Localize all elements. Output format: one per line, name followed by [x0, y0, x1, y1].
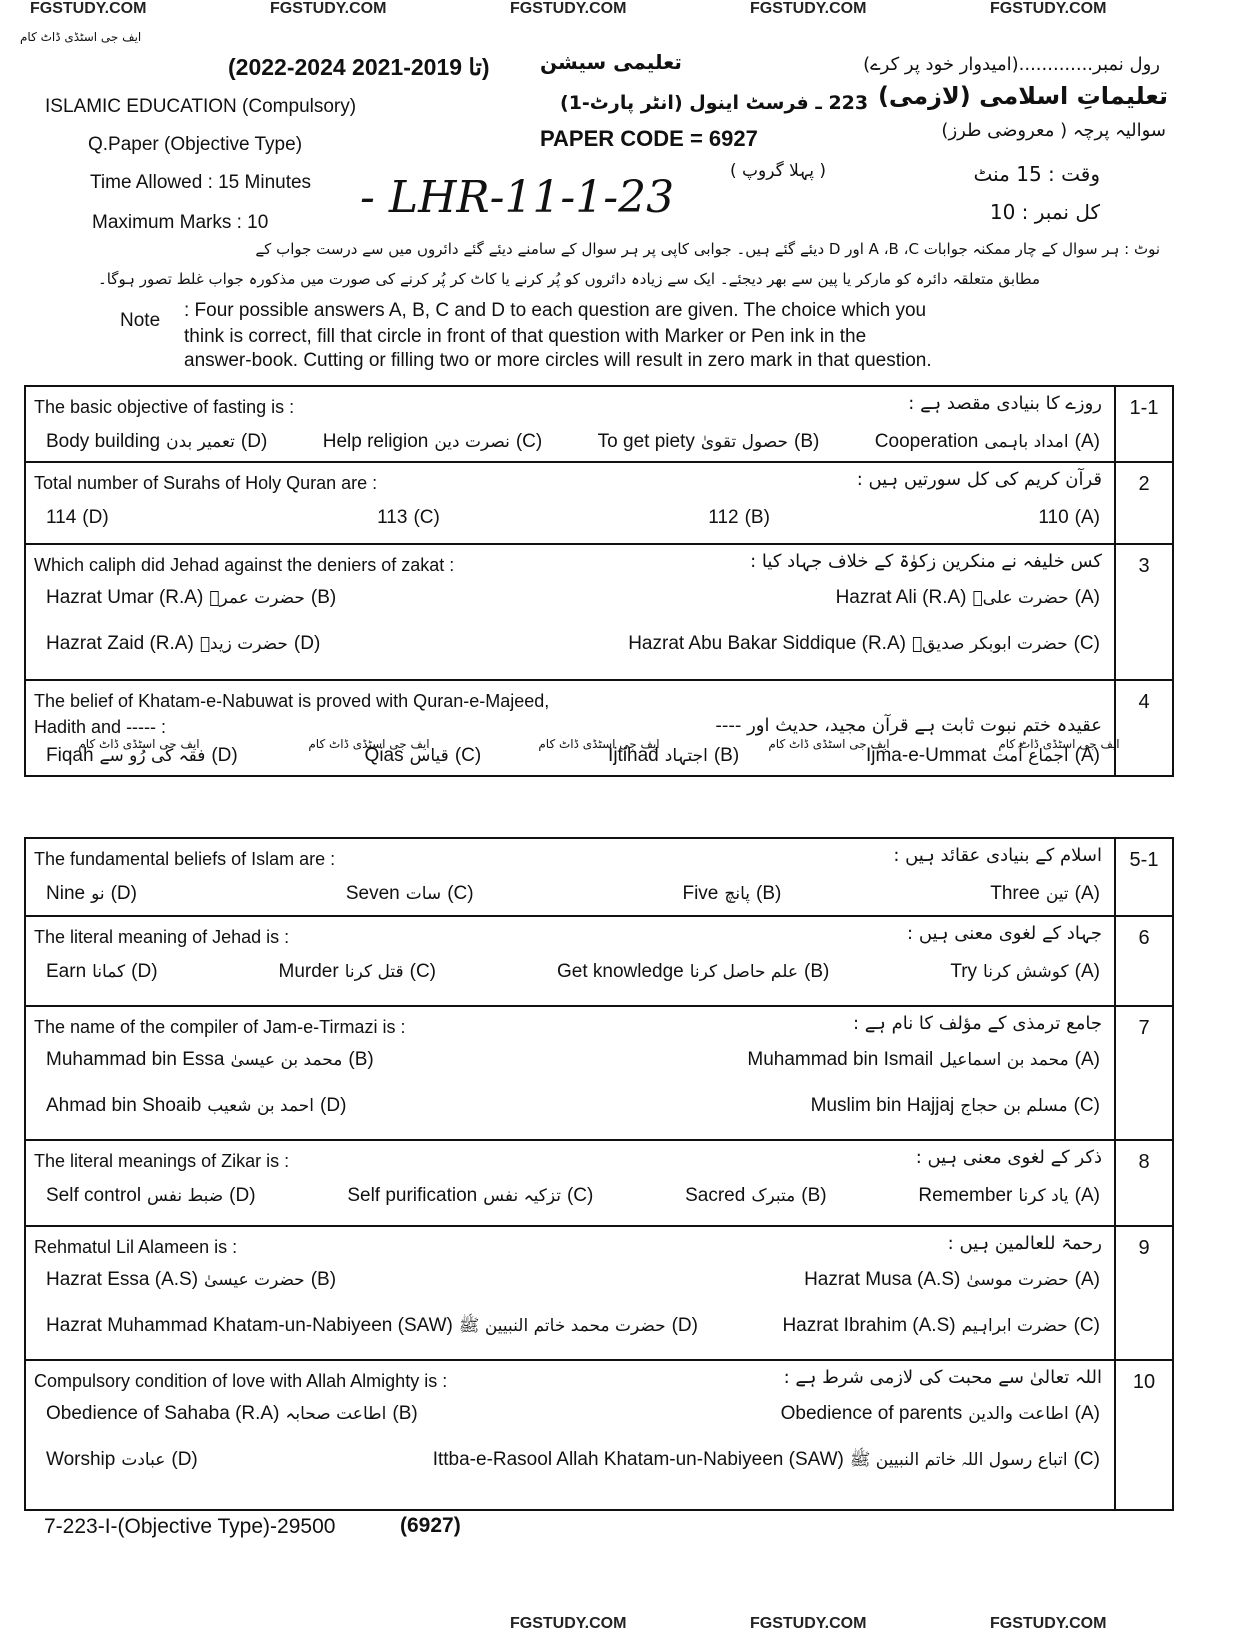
- option-english: Fiqah: [46, 745, 94, 766]
- option-c[interactable]: [628, 633, 1100, 655]
- option-urdu: حضرت علیؓ: [972, 588, 1069, 608]
- option-c[interactable]: [279, 961, 437, 983]
- option-urdu: علم حاصل کرنا: [689, 962, 799, 982]
- question-text-urdu: قرآن کریم کی کل سورتیں ہیں :: [856, 469, 1102, 490]
- options-line: [46, 1095, 1100, 1117]
- option-c[interactable]: [433, 1449, 1100, 1474]
- subject-english: ISLAMIC EDUCATION (Compulsory): [45, 96, 357, 117]
- question-text-english: The basic objective of fasting is :: [34, 397, 295, 417]
- question-text-urdu: جامع ترمذی کے مؤلف کا نام ہے :: [852, 1013, 1102, 1034]
- option-b[interactable]: [46, 1403, 418, 1425]
- options-line: [46, 1403, 1100, 1425]
- option-english: Cooperation: [874, 431, 979, 452]
- question-text-urdu: عقیدہ ختم نبوت ثابت ہے قرآن مجید، حدیث اور ----: [715, 715, 1102, 736]
- option-b[interactable]: [685, 1185, 827, 1207]
- option-urdu: سات: [405, 884, 442, 904]
- option-letter: (C): [1073, 1095, 1100, 1116]
- option-english: Three: [990, 883, 1040, 904]
- option-english: Seven: [345, 883, 400, 904]
- option-english: Help religion: [322, 431, 429, 452]
- option-letter: (B): [310, 587, 337, 608]
- option-d[interactable]: [46, 633, 320, 655]
- question-text-english: Total number of Surahs of Holy Quran are :: [34, 473, 378, 493]
- option-letter: (C): [566, 1185, 594, 1206]
- question-row: [24, 681, 1174, 777]
- option-letter: (B): [794, 431, 820, 452]
- option-letter: (C): [409, 961, 437, 982]
- option-letter: (B): [713, 745, 740, 766]
- option-urdu: کوشش کرنا: [983, 962, 1069, 982]
- option-letter: (D): [110, 883, 137, 904]
- option-letter: (D): [671, 1315, 698, 1336]
- option-letter: (D): [320, 1095, 347, 1116]
- question-text-english: Rehmatul Lil Alameen is :: [34, 1237, 238, 1257]
- group-label: ( پہلا گروپ ): [730, 161, 826, 181]
- option-english: Qias: [364, 745, 404, 766]
- options-line: [46, 961, 1100, 983]
- option-letter: (D): [82, 507, 109, 528]
- note-urdu-line-2: مطابق متعلقہ دائرہ کو مارکر یا پین سے بھر دیجئے۔ ایک سے زیادہ دائروں کو پُر کرنے یا کاٹ کر پُر کرنے کی صورت میں مذکورہ جواب غلط تصور ہوگا۔: [97, 270, 1040, 288]
- footer-paper-code: (6927): [400, 1514, 461, 1537]
- options-line: [46, 633, 1100, 655]
- maximum-marks: Maximum Marks : 10: [92, 212, 269, 233]
- option-a[interactable]: [836, 587, 1100, 609]
- question-text-urdu: رحمۃ للعالمین ہیں :: [947, 1233, 1102, 1254]
- option-urdu: ضبط نفس: [147, 1186, 224, 1206]
- question-row: [24, 1227, 1174, 1361]
- question-text-urdu: جہاد کے لغوی معنی ہیں :: [907, 923, 1102, 944]
- option-english: Obedience of parents: [780, 1403, 963, 1424]
- option-b[interactable]: [46, 1049, 374, 1071]
- watermark-urdu: ایف جی اسٹڈی ڈاٹ کام: [538, 737, 660, 751]
- option-b[interactable]: [557, 961, 829, 983]
- options-line: [46, 1049, 1100, 1071]
- option-urdu: حصول تقویٰ: [700, 432, 789, 452]
- question-row: [24, 1007, 1174, 1141]
- watermark: FGSTUDY.COM: [510, 0, 627, 17]
- option-letter: (A): [1074, 587, 1100, 608]
- question-number: 9: [1114, 1227, 1172, 1359]
- options-line: [46, 883, 1100, 905]
- option-letter: (A): [1074, 1049, 1100, 1070]
- watermark-strip: [24, 737, 1174, 751]
- option-letter: (A): [1074, 883, 1100, 904]
- option-letter: (A): [1074, 1269, 1100, 1290]
- option-a[interactable]: [875, 431, 1100, 453]
- option-english: Muslim bin Hajjaj: [810, 1095, 955, 1116]
- question-text-english: The belief of Khatam-e-Nabuwat is proved with Quran-e-Majeed,: [34, 691, 550, 711]
- option-urdu: حضرت ابراہیم: [961, 1316, 1068, 1336]
- option-d[interactable]: [46, 431, 267, 453]
- option-english: Nine: [46, 883, 86, 904]
- option-urdu: اجتہاد: [664, 746, 708, 766]
- option-letter: (A): [1074, 745, 1100, 766]
- paper-type-urdu: سوالیہ پرچہ ( معروضی طرز): [941, 120, 1166, 141]
- watermark: FGSTUDY.COM: [990, 0, 1107, 17]
- option-d[interactable]: [46, 961, 158, 983]
- option-urdu: اتباع رسول اللہ خاتم النبیین ﷺ: [849, 1450, 1068, 1470]
- option-letter: (B): [348, 1049, 374, 1070]
- option-b[interactable]: [46, 587, 336, 609]
- option-english: Hazrat Ali (R.A): [835, 587, 967, 608]
- option-urdu: حضرت عمرؓ: [209, 588, 305, 608]
- watermark: FGSTUDY.COM: [750, 0, 867, 17]
- option-english: Self control: [46, 1185, 142, 1206]
- option-letter: (A): [1074, 961, 1100, 982]
- option-english: Muhammad bin Essa: [46, 1049, 225, 1070]
- option-english: 114: [46, 507, 77, 528]
- option-urdu: حضرت عیسیٰ: [204, 1270, 305, 1290]
- option-letter: (A): [1074, 1403, 1100, 1424]
- option-d[interactable]: [46, 507, 109, 529]
- question-row: [24, 1141, 1174, 1227]
- option-a[interactable]: [781, 1403, 1100, 1425]
- question-text-english-2: Hadith and ----- :: [34, 717, 167, 737]
- option-urdu: امداد باہمی: [984, 432, 1069, 452]
- watermark: FGSTUDY.COM: [270, 0, 387, 17]
- option-c[interactable]: [811, 1095, 1100, 1117]
- option-letter: (B): [801, 1185, 827, 1206]
- option-letter: (D): [229, 1185, 256, 1206]
- note-label: Note: [120, 310, 161, 331]
- option-letter: (B): [804, 961, 830, 982]
- option-urdu: احمد بن شعیب: [207, 1096, 315, 1116]
- watermark: FGSTUDY.COM: [510, 1615, 627, 1632]
- option-english: Murder: [278, 961, 339, 982]
- watermark: FGSTUDY.COM: [30, 0, 147, 17]
- question-text-english: The name of the compiler of Jam-e-Tirmazi is :: [34, 1017, 406, 1037]
- option-b[interactable]: [46, 1269, 336, 1291]
- roll-number: رول نمبر.............(امیدوار خود پر کرے): [863, 54, 1160, 75]
- option-letter: (C): [1073, 1315, 1100, 1336]
- option-english: Try: [950, 961, 978, 982]
- option-urdu: قتل کرنا: [344, 962, 404, 982]
- question-row: [24, 385, 1174, 463]
- option-letter: (C): [1073, 633, 1100, 654]
- options-line: [46, 1449, 1100, 1474]
- watermark: FGSTUDY.COM: [990, 1615, 1107, 1632]
- option-letter: (C): [454, 745, 482, 766]
- option-a[interactable]: [990, 883, 1100, 905]
- option-letter: (D): [240, 431, 268, 452]
- option-urdu: حضرت موسیٰ: [966, 1270, 1069, 1290]
- question-number: 3: [1114, 545, 1172, 679]
- option-english: Ijtihad: [608, 745, 659, 766]
- option-english: Get knowledge: [556, 961, 684, 982]
- options-line: [46, 1315, 1100, 1340]
- option-d[interactable]: [46, 1315, 698, 1340]
- option-english: Hazrat Zaid (R.A): [46, 633, 194, 654]
- option-letter: (A): [1074, 507, 1100, 528]
- session-label: تعلیمی سیشن: [540, 50, 682, 74]
- note-urdu-line-1: نوٹ : ہر سوال کے چار ممکنہ جوابات A ،B ،C اور D دیئے گئے ہیں۔ جوابی کاپی پر ہر سوال کے سامنے دیئے گئے دائروں میں سے درست جواب کے: [255, 240, 1160, 258]
- option-english: Five: [682, 883, 719, 904]
- watermark-urdu: ایف جی اسٹڈی ڈاٹ کام: [20, 30, 142, 44]
- option-english: Hazrat Muhammad Khatam-un-Nabiyeen (SAW): [46, 1315, 453, 1336]
- option-d[interactable]: [46, 1095, 346, 1117]
- option-b[interactable]: [682, 883, 781, 905]
- option-english: 112: [708, 507, 739, 528]
- option-english: Ijma-e-Ummat: [865, 745, 987, 766]
- time-urdu: وقت : 15 منٹ: [973, 162, 1100, 186]
- option-urdu: تین: [1045, 884, 1069, 904]
- question-text-english: Compulsory condition of love with Allah Almighty is :: [34, 1371, 448, 1391]
- option-urdu: حضرت محمد خاتم النبیین ﷺ: [458, 1316, 666, 1336]
- option-c[interactable]: [347, 1185, 593, 1207]
- watermark-urdu: ایف جی اسٹڈی ڈاٹ کام: [768, 737, 890, 751]
- option-english: Worship: [46, 1449, 116, 1470]
- option-english: Self purification: [347, 1185, 478, 1206]
- option-english: Earn: [46, 961, 87, 982]
- option-urdu: یاد کرنا: [1018, 1186, 1069, 1206]
- option-letter: (B): [744, 507, 770, 528]
- option-urdu: پانچ: [724, 884, 750, 904]
- option-urdu: نو: [91, 884, 105, 904]
- watermark-urdu: ایف جی اسٹڈی ڈاٹ کام: [308, 737, 430, 751]
- options-line: [46, 587, 1100, 609]
- paper-code: PAPER CODE = 6927: [540, 126, 758, 151]
- option-english: Hazrat Umar (R.A): [46, 587, 204, 608]
- option-english: Remember: [918, 1185, 1013, 1206]
- options-line: [46, 507, 1100, 529]
- question-number: 6: [1114, 917, 1172, 1005]
- note-line-3: answer-book. Cutting or filling two or more circles will result in zero mark in that question.: [184, 350, 932, 371]
- option-english: Ittba-e-Rasool Allah Khatam-un-Nabiyeen (SAW): [432, 1449, 844, 1470]
- option-a[interactable]: [747, 1049, 1100, 1071]
- option-letter: (C): [1073, 1449, 1100, 1470]
- option-urdu: تعمیر بدن: [166, 432, 235, 452]
- option-letter: (D): [211, 745, 238, 766]
- question-row: [24, 545, 1174, 681]
- note-line-2: think is correct, fill that circle in front of that question with Marker or Pen ink in the: [184, 326, 867, 347]
- option-letter: (D): [131, 961, 158, 982]
- option-urdu: محمد بن اسماعیل: [939, 1050, 1069, 1070]
- question-text-english: The fundamental beliefs of Islam are :: [34, 849, 336, 869]
- question-text-urdu: روزے کا بنیادی مقصد ہے :: [908, 393, 1102, 414]
- options-line: [46, 1185, 1100, 1207]
- session-years: (2022-2024 تا 2019-2021): [228, 54, 490, 80]
- option-urdu: قیاس: [409, 746, 449, 766]
- question-number: 1-1: [1114, 387, 1172, 461]
- option-letter: (C): [447, 883, 474, 904]
- question-text-english: The literal meaning of Jehad is :: [34, 927, 290, 947]
- handwritten-code: - LHR-11-1-23: [360, 172, 675, 223]
- option-d[interactable]: [46, 1449, 198, 1474]
- options-line: [46, 431, 1100, 453]
- question-text-urdu: کس خلیفہ نے منکرین زکوٰۃ کے خلاف جہاد کیا :: [750, 551, 1102, 572]
- option-letter: (B): [310, 1269, 337, 1290]
- subject-urdu: تعلیماتِ اسلامی (لازمی): [877, 82, 1168, 110]
- questions-table: [24, 385, 1174, 1511]
- option-urdu: فقہ کی رُو سے: [99, 746, 206, 766]
- option-urdu: اطاعت والدین: [968, 1404, 1069, 1424]
- paper-type-english: Q.Paper (Objective Type): [88, 134, 303, 155]
- option-letter: (A): [1074, 1185, 1100, 1206]
- marks-urdu: کل نمبر : 10: [989, 200, 1100, 224]
- option-english: Hazrat Ibrahim (A.S): [782, 1315, 956, 1336]
- option-a[interactable]: [918, 1185, 1100, 1207]
- option-letter: (B): [756, 883, 782, 904]
- question-number: 4: [1114, 681, 1172, 775]
- option-d[interactable]: [46, 883, 137, 905]
- question-number: 10: [1114, 1361, 1172, 1509]
- option-b[interactable]: [708, 507, 770, 529]
- option-urdu: عبادت: [121, 1450, 166, 1470]
- watermark-urdu: ایف جی اسٹڈی ڈاٹ کام: [78, 737, 200, 751]
- option-urdu: نصرت دین: [434, 432, 510, 452]
- option-urdu: اجماع اُمت: [992, 746, 1069, 766]
- option-urdu: حضرت زیدؓ: [199, 634, 288, 654]
- note-line-1: : Four possible answers A, B, C and D to each question are given. The choice which you: [184, 300, 927, 321]
- option-a[interactable]: [950, 961, 1100, 983]
- option-urdu: تزکیہ نفس: [483, 1186, 561, 1206]
- option-c[interactable]: [782, 1315, 1100, 1340]
- options-line: [46, 1269, 1100, 1291]
- question-number: 8: [1114, 1141, 1172, 1225]
- question-number: 7: [1114, 1007, 1172, 1139]
- option-urdu: مسلم بن حجاج: [960, 1096, 1068, 1116]
- option-urdu: متبرک: [751, 1186, 796, 1206]
- question-text-english: The literal meanings of Zikar is :: [34, 1151, 290, 1171]
- watermark-urdu: ایف جی اسٹڈی ڈاٹ کام: [998, 737, 1120, 751]
- time-allowed: Time Allowed : 15 Minutes: [90, 172, 312, 193]
- footer-code: 7-223-I-(Objective Type)-29500: [44, 1515, 336, 1538]
- option-b[interactable]: [598, 431, 820, 453]
- option-urdu: محمد بن عیسیٰ: [230, 1050, 343, 1070]
- option-letter: (C): [413, 507, 440, 528]
- question-row: [24, 1361, 1174, 1511]
- option-urdu: اطاعت صحابہ: [285, 1404, 387, 1424]
- option-a[interactable]: [1038, 507, 1100, 529]
- option-urdu: کمانا: [92, 962, 126, 982]
- option-letter: (D): [171, 1449, 198, 1470]
- option-a[interactable]: [804, 1269, 1100, 1291]
- watermark: FGSTUDY.COM: [750, 1615, 867, 1632]
- option-letter: (C): [515, 431, 543, 452]
- option-c[interactable]: [323, 431, 543, 453]
- option-english: Hazrat Abu Bakar Siddique (R.A): [628, 633, 906, 654]
- option-english: Sacred: [685, 1185, 746, 1206]
- option-english: Muhammad bin Ismail: [747, 1049, 934, 1070]
- option-urdu: حضرت ابوبکر صدیقؓ: [911, 634, 1068, 654]
- question-text-english: Which caliph did Jehad against the deniers of zakat :: [34, 555, 455, 575]
- option-english: Hazrat Essa (A.S): [46, 1269, 199, 1290]
- option-english: Body building: [46, 431, 161, 452]
- option-letter: (B): [392, 1403, 418, 1424]
- option-english: Hazrat Musa (A.S): [804, 1269, 961, 1290]
- option-english: Obedience of Sahaba (R.A): [46, 1403, 280, 1424]
- question-number: 2: [1114, 463, 1172, 543]
- question-number: 5-1: [1114, 839, 1172, 915]
- option-letter: (A): [1074, 431, 1100, 452]
- question-text-urdu: اسلام کے بنیادی عقائد ہیں :: [893, 845, 1102, 866]
- question-text-urdu: اللہ تعالیٰ سے محبت کی لازمی شرط ہے :: [783, 1367, 1102, 1388]
- option-english: To get piety: [597, 431, 695, 452]
- option-english: 110: [1038, 507, 1069, 528]
- question-row: [24, 837, 1174, 917]
- option-english: 113: [377, 507, 408, 528]
- question-text-urdu: ذکر کے لغوی معنی ہیں :: [915, 1147, 1102, 1168]
- question-row: [24, 463, 1174, 545]
- class-urdu: 223 ـ فرسٹ اینول (انٹر پارٹ-1): [560, 92, 869, 114]
- option-d[interactable]: [46, 1185, 256, 1207]
- option-c[interactable]: [377, 507, 440, 529]
- question-row: [24, 917, 1174, 1007]
- option-c[interactable]: [346, 883, 474, 905]
- option-english: Ahmad bin Shoaib: [46, 1095, 202, 1116]
- option-letter: (D): [293, 633, 321, 654]
